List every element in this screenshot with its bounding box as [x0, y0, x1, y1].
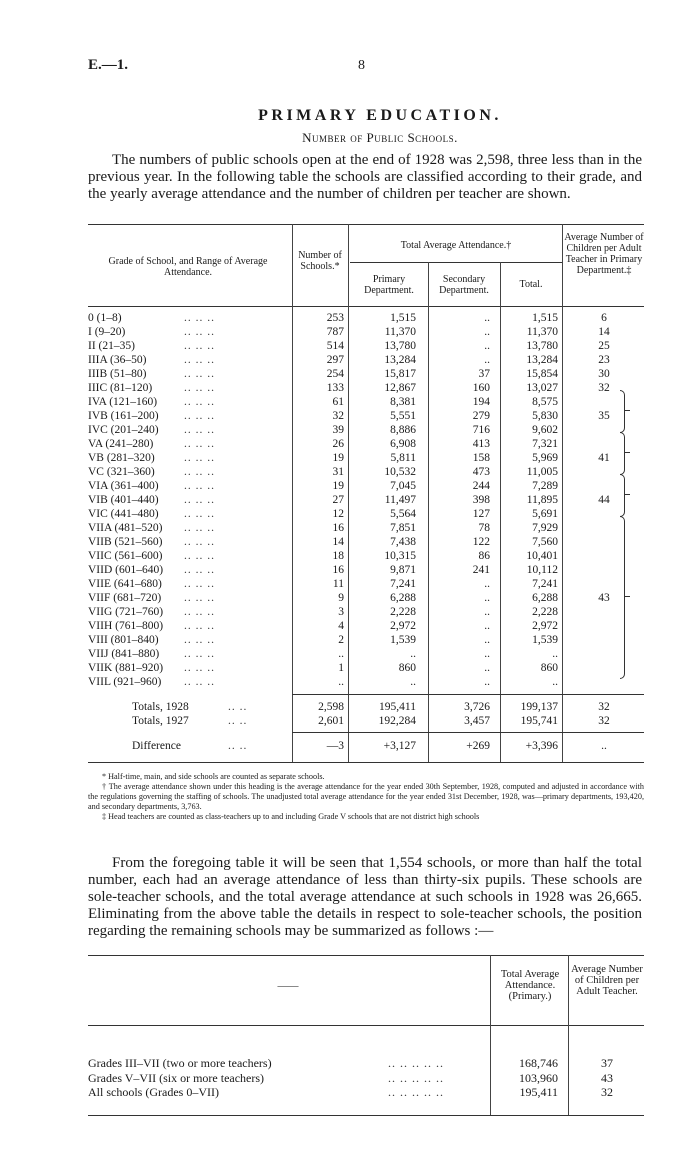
totals-label: Totals, 1928 [132, 701, 189, 713]
table-row [88, 508, 644, 521]
avg-cell: 35 [598, 410, 610, 422]
total-cell: 9,602 [532, 424, 558, 436]
schools-cell: 32 [332, 410, 344, 422]
difference-label: Difference [132, 740, 181, 752]
table-row [88, 382, 644, 395]
total-cell: 13,027 [526, 382, 558, 394]
schools-cell: 1 [338, 662, 344, 674]
leader-dots: .. .. .. [184, 368, 215, 380]
avg-cell: 43 [598, 592, 610, 604]
total-cell: +3,396 [525, 740, 558, 752]
grade-cell: IIIB (51–80) [88, 368, 147, 380]
page-number: 8 [358, 58, 365, 73]
table-row [88, 648, 644, 661]
schools-cell: 3 [338, 606, 344, 618]
summary-header-avg: Average Number of Children per Adult Teacher. [571, 964, 643, 997]
schools-cell: 4 [338, 620, 344, 632]
secondary-cell: .. [484, 662, 490, 674]
schools-cell: 253 [326, 312, 344, 324]
leader-dots: .. .. .. [184, 648, 215, 660]
primary-cell: 1,515 [390, 312, 416, 324]
header-number: Number of Schools.* [298, 250, 342, 272]
primary-cell: 12,867 [384, 382, 416, 394]
primary-cell: 5,564 [390, 508, 416, 520]
leader-dots: .. .. .. [184, 480, 215, 492]
table-row [88, 536, 644, 549]
secondary-cell: 78 [478, 522, 490, 534]
primary-cell: 13,780 [384, 340, 416, 352]
schools-cell: 2 [338, 634, 344, 646]
table-row [88, 396, 644, 409]
secondary-cell: 37 [478, 368, 490, 380]
grade-cell: VIII (801–840) [88, 634, 159, 646]
secondary-cell: .. [484, 620, 490, 632]
brace-vii [620, 516, 625, 679]
secondary-cell: 241 [472, 564, 490, 576]
table-row [88, 354, 644, 367]
summary-row [88, 1056, 644, 1070]
secondary-cell: 194 [472, 396, 490, 408]
primary-cell: 5,551 [390, 410, 416, 422]
avg-cell: 32 [598, 382, 610, 394]
secondary-cell: .. [484, 592, 490, 604]
grade-cell: VB (281–320) [88, 452, 155, 464]
summary-row [88, 1085, 644, 1099]
avg-cell: 6 [601, 312, 607, 324]
schools-cell: 2,601 [318, 715, 344, 727]
total-cell: .. [552, 648, 558, 660]
total-cell: 195,741 [520, 715, 558, 727]
header-total: Total. [519, 279, 543, 290]
attendance-subrule [350, 262, 562, 263]
secondary-cell: .. [484, 676, 490, 688]
table-row [88, 452, 644, 465]
total-cell: 11,370 [526, 326, 558, 338]
summary-label: All schools (Grades 0–VII) [88, 1085, 219, 1099]
brace-tip-vii [625, 596, 630, 597]
total-cell: 2,228 [532, 606, 558, 618]
grade-cell: VA (241–280) [88, 438, 154, 450]
primary-cell: 8,886 [390, 424, 416, 436]
avg-cell: 44 [598, 494, 610, 506]
primary-cell: 7,241 [390, 578, 416, 590]
leader-dots: .. .. .. [184, 438, 215, 450]
grade-cell: VC (321–360) [88, 466, 155, 478]
total-cell: 1,515 [532, 312, 558, 324]
table-row [88, 550, 644, 563]
secondary-cell: .. [484, 312, 490, 324]
difference-row [88, 740, 644, 753]
secondary-cell: 244 [472, 480, 490, 492]
schools-cell: 514 [326, 340, 344, 352]
leader-dots: .. .. .. [184, 340, 215, 352]
total-cell: 860 [540, 662, 558, 674]
leader-dots: .. .. .. [184, 606, 215, 618]
table-row [88, 564, 644, 577]
schools-cell: 12 [332, 508, 344, 520]
brace-tip-iv [625, 410, 630, 411]
grade-cell: IVB (161–200) [88, 410, 159, 422]
primary-cell: 11,497 [384, 494, 416, 506]
grade-cell: VIB (401–440) [88, 494, 159, 506]
leader-dots: .. .. .. [184, 354, 215, 366]
primary-cell: .. [410, 676, 416, 688]
secondary-cell: 279 [472, 410, 490, 422]
total-cell: 11,005 [526, 466, 558, 478]
leader-dots: .. .. .. [184, 452, 215, 464]
grade-cell: VIIJ (841–880) [88, 648, 160, 660]
secondary-cell: .. [484, 340, 490, 352]
footnote-1: * Half-time, main, and side schools are counted as separate schools. [102, 772, 325, 781]
footnote-3: ‡ Head teachers are counted as class-teachers up to and including Grade V schools that are not district high schools [102, 812, 480, 821]
summary-attendance: 168,746 [519, 1056, 558, 1070]
summary-label: Grades V–VII (six or more teachers) [88, 1070, 265, 1085]
total-cell: 7,241 [532, 578, 558, 590]
schools-cell: 19 [332, 452, 344, 464]
secondary-cell: 86 [478, 550, 490, 562]
schools-cell: 27 [332, 494, 344, 506]
leader-dots: .. .. .. [184, 634, 215, 646]
table-bottom-rule [88, 762, 644, 763]
leader-dots: .. .. .. [184, 326, 215, 338]
secondary-cell: 716 [472, 424, 490, 436]
table-row [88, 592, 644, 605]
intro-paragraph: The numbers of public schools open at the end of 1928 was 2,598, three less than in the previous year. In the following table the schools are classified according to their grade, and the yearly average attendance and the number of children per teacher are shown. [88, 152, 642, 202]
header-avg-children: Average Number of Children per Adult Teacher in Primary Department.‡ [564, 232, 644, 276]
grade-cell: VIID (601–640) [88, 564, 164, 576]
secondary-cell: .. [484, 326, 490, 338]
total-cell: 1,539 [532, 634, 558, 646]
footnote-2: † The average attendance shown under this heading is the average attendance for the year ended 30th September, 1928, computed and adjusted in accordance with the regulations governing the staffing of schools. The unadjusted total average attendance for the year ended 31st December, 1928, was—primary departments, 193,420, and secondary departments, 3,763. [88, 782, 644, 811]
brace-tip-v [625, 452, 630, 453]
secondary-cell: 398 [472, 494, 490, 506]
leader-dots: .. .. .. [184, 410, 215, 422]
total-cell: 7,289 [532, 480, 558, 492]
summary-top-rule [88, 955, 644, 956]
total-cell: 5,691 [532, 508, 558, 520]
header-primary: Primary Department. [364, 274, 414, 296]
total-cell: 5,830 [532, 410, 558, 422]
secondary-cell: 160 [472, 382, 490, 394]
table-row [88, 606, 644, 619]
brace-vi [620, 474, 625, 517]
primary-cell: 860 [398, 662, 416, 674]
total-cell: 13,284 [526, 354, 558, 366]
schools-cell: 19 [332, 480, 344, 492]
summary-bottom-rule [88, 1115, 644, 1116]
table-row [88, 494, 644, 507]
primary-cell: 195,411 [379, 701, 416, 713]
section-subtitle: Number of Public Schools. [302, 130, 458, 145]
summary-header-attendance: Total Average Attendance. (Primary.) [500, 969, 560, 1002]
table-row [88, 620, 644, 633]
leader-dots: .. .. .. .. .. [388, 1070, 444, 1085]
primary-cell: 10,315 [384, 550, 416, 562]
leader-dots: .. .. .. [184, 550, 215, 562]
avg-cell: 32 [598, 715, 610, 727]
table-row [88, 662, 644, 675]
avg-cell: 32 [598, 701, 610, 713]
total-cell: 2,972 [532, 620, 558, 632]
primary-cell: 7,045 [390, 480, 416, 492]
schools-cell: 14 [332, 536, 344, 548]
total-cell: 13,780 [526, 340, 558, 352]
total-cell: 11,895 [526, 494, 558, 506]
primary-cell: 10,532 [384, 466, 416, 478]
schools-cell: 31 [332, 466, 344, 478]
table-row [88, 522, 644, 535]
totals-row [88, 715, 644, 728]
primary-cell: 6,908 [390, 438, 416, 450]
primary-cell: 1,539 [390, 634, 416, 646]
report-reference: E.—1. [88, 57, 129, 73]
grade-cell: IVA (121–160) [88, 396, 158, 408]
summary-header-blank: —— [277, 981, 299, 992]
schools-cell: 9 [338, 592, 344, 604]
table-row [88, 312, 644, 325]
total-cell: 5,969 [532, 452, 558, 464]
leader-dots: .. .. .. [184, 522, 215, 534]
grade-cell: IIIA (36–50) [88, 354, 147, 366]
summary-avg: 32 [601, 1085, 613, 1099]
primary-cell: +3,127 [383, 740, 416, 752]
schools-cell: 297 [326, 354, 344, 366]
header-attendance-group: Total Average Attendance.† [400, 240, 512, 251]
primary-cell: .. [410, 648, 416, 660]
leader-dots: .. .. .. [184, 676, 215, 688]
leader-dots: .. .. .. [184, 592, 215, 604]
table-row [88, 634, 644, 647]
primary-cell: 8,381 [390, 396, 416, 408]
schools-cell: 16 [332, 522, 344, 534]
footnotes [88, 772, 644, 822]
schools-cell: 18 [332, 550, 344, 562]
total-cell: 7,321 [532, 438, 558, 450]
brace-tip-vi [625, 494, 630, 495]
secondary-cell: +269 [466, 740, 490, 752]
totals-top-rule [292, 694, 644, 695]
leader-dots: .. .. .. [184, 564, 215, 576]
brace-v [620, 432, 625, 475]
summary-label: Grades III–VII (two or more teachers) [88, 1056, 272, 1070]
avg-cell: 41 [598, 452, 610, 464]
grade-cell: VIC (441–480) [88, 508, 159, 520]
secondary-cell: .. [484, 648, 490, 660]
leader-dots: .. .. .. [184, 312, 215, 324]
difference-top-rule [292, 732, 644, 733]
grade-cell: VIIK (881–920) [88, 662, 164, 674]
leader-dots: .. .. [228, 701, 248, 713]
summary-row [88, 1071, 644, 1085]
primary-cell: 2,228 [390, 606, 416, 618]
secondary-cell: 473 [472, 466, 490, 478]
summary-paragraph: From the foregoing table it will be seen that 1,554 schools, or more than half the total number, each had an average attendance of less than thirty-six pupils. These schools are sole-teacher schools, and the total average attendance at such schools in 1928 was 26,665. Eliminating from the above table the details in respect to sole-teacher schools, the position regarding the remaining schools may be summarized as follows :— [88, 855, 642, 939]
summary-attendance: 195,411 [519, 1085, 558, 1099]
schools-cell: 39 [332, 424, 344, 436]
secondary-cell: 413 [472, 438, 490, 450]
secondary-cell: 3,457 [464, 715, 490, 727]
table-row [88, 424, 644, 437]
grade-cell: I (9–20) [88, 326, 126, 338]
leader-dots: .. .. .. [184, 494, 215, 506]
schools-cell: .. [338, 648, 344, 660]
schools-cell: —3 [326, 740, 344, 752]
table-top-rule [88, 224, 644, 225]
summary-avg: 37 [601, 1056, 613, 1070]
leader-dots: .. .. .. [184, 466, 215, 478]
secondary-cell: .. [484, 354, 490, 366]
avg-cell: 25 [598, 340, 610, 352]
primary-cell: 11,370 [384, 326, 416, 338]
leader-dots: .. .. [228, 740, 248, 752]
table-row [88, 326, 644, 339]
leader-dots: .. .. .. .. .. [388, 1056, 444, 1070]
grade-cell: IVC (201–240) [88, 424, 159, 436]
leader-dots: .. .. .. [184, 536, 215, 548]
leader-dots: .. .. .. [184, 578, 215, 590]
primary-cell: 2,972 [390, 620, 416, 632]
table-row [88, 438, 644, 451]
grade-cell: VIA (361–400) [88, 480, 159, 492]
primary-cell: 192,284 [378, 715, 416, 727]
header-bottom-rule [88, 306, 644, 307]
secondary-cell: .. [484, 634, 490, 646]
primary-cell: 7,438 [390, 536, 416, 548]
leader-dots: .. .. .. [184, 424, 215, 436]
table-row [88, 368, 644, 381]
table-row [88, 466, 644, 479]
schools-cell: .. [338, 676, 344, 688]
schools-cell: 16 [332, 564, 344, 576]
total-cell: 6,288 [532, 592, 558, 604]
grade-cell: VIIH (761–800) [88, 620, 164, 632]
schools-cell: 11 [332, 578, 344, 590]
grade-cell: IIIC (81–120) [88, 382, 153, 394]
secondary-cell: 127 [472, 508, 490, 520]
page-title: PRIMARY EDUCATION. [258, 107, 502, 124]
secondary-cell: 122 [472, 536, 490, 548]
grade-cell: VIIG (721–760) [88, 606, 164, 618]
table-row [88, 340, 644, 353]
avg-cell: 14 [598, 326, 610, 338]
totals-label: Totals, 1927 [132, 715, 189, 727]
schools-cell: 254 [326, 368, 344, 380]
grade-cell: 0 (1–8) [88, 312, 122, 324]
table-row [88, 410, 644, 423]
total-cell: 7,560 [532, 536, 558, 548]
leader-dots: .. .. [228, 715, 248, 727]
total-cell: 15,854 [526, 368, 558, 380]
secondary-cell: 158 [472, 452, 490, 464]
avg-cell: 23 [598, 354, 610, 366]
avg-cell: .. [601, 740, 607, 752]
leader-dots: .. .. .. [184, 396, 215, 408]
totals-row [88, 701, 644, 714]
table-row [88, 480, 644, 493]
schools-cell: 787 [326, 326, 344, 338]
grade-cell: VIIF (681–720) [88, 592, 162, 604]
total-cell: .. [552, 676, 558, 688]
secondary-cell: .. [484, 606, 490, 618]
primary-cell: 6,288 [390, 592, 416, 604]
total-cell: 10,112 [526, 564, 558, 576]
leader-dots: .. .. .. [184, 620, 215, 632]
header-grade: Grade of School, and Range of Average Attendance. [108, 256, 268, 278]
total-cell: 10,401 [526, 550, 558, 562]
grade-cell: VIIB (521–560) [88, 536, 163, 548]
secondary-cell: .. [484, 578, 490, 590]
header-secondary: Secondary Department. [439, 274, 489, 296]
leader-dots: .. .. .. [184, 382, 215, 394]
table-row [88, 578, 644, 591]
summary-header-rule [88, 1025, 644, 1026]
primary-cell: 9,871 [390, 564, 416, 576]
primary-cell: 15,817 [384, 368, 416, 380]
schools-cell: 2,598 [318, 701, 344, 713]
total-cell: 8,575 [532, 396, 558, 408]
schools-cell: 26 [332, 438, 344, 450]
brace-iv [620, 390, 625, 433]
leader-dots: .. .. .. .. .. [388, 1085, 444, 1099]
secondary-cell: 3,726 [464, 701, 490, 713]
primary-cell: 13,284 [384, 354, 416, 366]
total-cell: 7,929 [532, 522, 558, 534]
primary-cell: 5,811 [390, 452, 416, 464]
grade-cell: VIIE (641–680) [88, 578, 162, 590]
schools-cell: 133 [326, 382, 344, 394]
leader-dots: .. .. .. [184, 662, 215, 674]
grade-cell: II (21–35) [88, 340, 135, 352]
leader-dots: .. .. .. [184, 508, 215, 520]
total-cell: 199,137 [520, 701, 558, 713]
grade-cell: VIIA (481–520) [88, 522, 163, 534]
primary-cell: 7,851 [390, 522, 416, 534]
grade-cell: VIIC (561–600) [88, 550, 163, 562]
avg-cell: 30 [598, 368, 610, 380]
schools-cell: 61 [332, 396, 344, 408]
table-row [88, 676, 644, 689]
summary-attendance: 103,960 [519, 1070, 558, 1085]
summary-avg: 43 [601, 1070, 613, 1085]
grade-cell: VIIL (921–960) [88, 676, 162, 688]
